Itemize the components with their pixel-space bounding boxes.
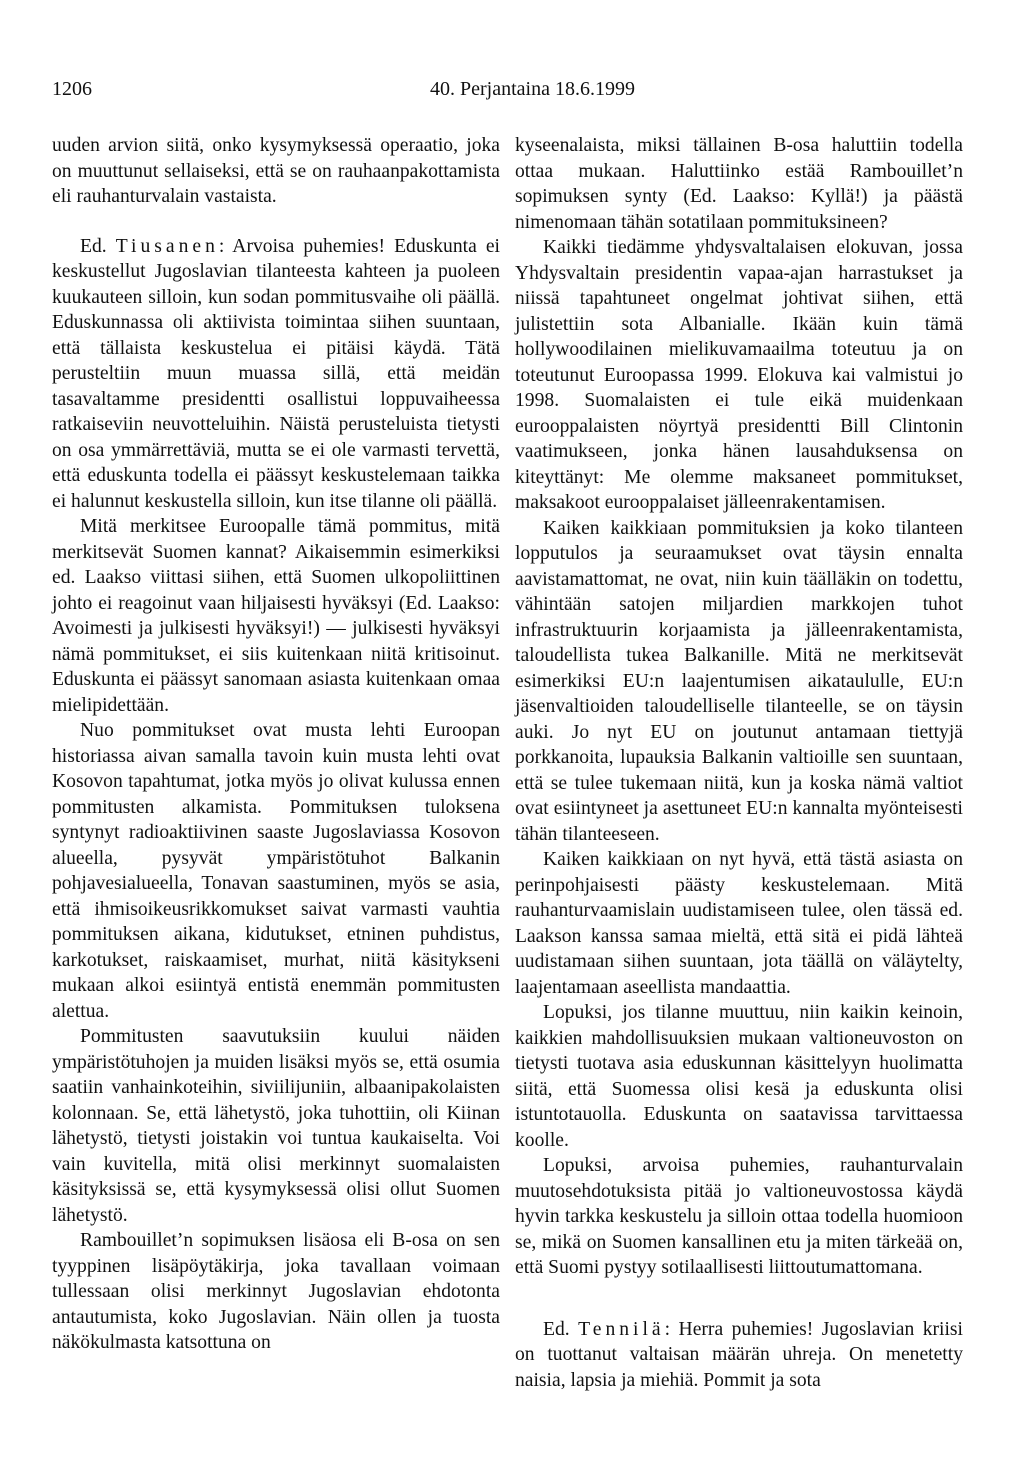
paragraph: Lopuksi, jos tilanne muuttuu, niin kaikin keinoin, kaikkien mahdollisuuksien mukaan valtioneuvoston on tietysti tuotava asia eduskunnan käsittelyyn huolimatta siitä, että Suomessa olisi kesä ja eduskunta olisi istuntotauolla. Eduskunta on saatavissa tarvittaessa koolle.: [515, 1002, 963, 1151]
speech-text: : Arvoisa puhemies! Eduskunta ei keskustellut Jugoslavian tilanteesta kahteen ja puoleen kuukauteen silloin, kun sodan pommitusvaihe oli päällä. Eduskunnassa oli aktiivista toimintaa siihen suuntaan, että tällaista keskustelua ei pitäisi käydä. Tätä perusteltiin muun muassa sillä, että meidän tasavaltamme presidentti osallistui loppuvaiheessa ratkaiseviin neuvotteluihin. Näistä perusteluista tietysti on osa ymmärrettäviä, mutta se ei ole varmasti tervettä, että eduskunta todella ei päässyt keskustelemaan taikka ei halunnut keskustella silloin, kun itse tilanne oli päällä.: [52, 235, 500, 512]
speaker-prefix: Ed.: [80, 235, 107, 257]
paragraph: Kaikki tiedämme yhdysvaltalaisen elokuvan, jossa Yhdysvaltain presidentin vapaa-ajan harrastukset ja niissä tapahtuneet ongelmat johtivat siihen, että julistettiin sota Albanialle. Ikään kuin tämä hollywoodilainen mielikuvamaailma toteutuu ja on toteutunut Euroopassa 1999. Elokuva kai valmistui jo 1998. Suomalaisten ei tule eikä muidenkaan eurooppalaisten nöyrtyä presidentti Bill Clintonin vaatimukseen, jonka hänen lausahduksensa on kiteyttänyt: Me olemme maksaneet pommitukset, maksakoot eurooppalaiset jälleenrakentamisen.: [515, 237, 963, 513]
page-header: [52, 78, 964, 108]
session-date: 40. Perjantaina 18.6.1999: [430, 78, 635, 100]
paragraph: Kaiken kaikkiaan pommituksien ja koko tilanteen lopputulos ja seuraamukset ovat täysin ennalta aavistamattomat, ne ovat, niin kuin täälläkin on todettu, vähintään satojen miljardien markkojen tuhot infrastruktuurin korjaamista ja jälleenrakentamista, taloudellista tukea Balkanille. Mitä ne merkitsevät esimerkiksi EU:n laajentumisen aikataululle, EU:n jäsenvaltioiden taloudelliselle tilanteelle, se on täysin auki. Jo nyt EU on joutunut antamaan tiettyjä porkkanoita, lupauksia Balkanin valtioille sen suuntaan, että se tulee tukemaan niitä, kun ja koska nämä valtiot ovat esiintyneet ja asettuneet EU:n kannalta myönteisesti tähän tilanteeseen.: [515, 517, 963, 845]
speaker-name: Tiusanen: [115, 235, 219, 257]
speech-tiusanen: [52, 234, 500, 515]
paragraph: Mitä merkitsee Euroopalle tämä pommitus, mitä merkitsevät Suomen kannat? Aikaisemmin esimerkiksi ed. Laakso viittasi siihen, että Suomen ulkopoliittinen johto ei reagoinut vaan hiljaisesti hyväksyi (Ed. Laakso: Avoimesti ja julkisesti hyväksyi!) — julkisesti hyväksyi nämä pommitukset, ei siis kuitenkaan niitä kritisoinut. Eduskunta ei päässyt sanomaan asiasta kuitenkaan omaa mielipidettään.: [52, 516, 500, 716]
paragraph: uuden arvion siitä, onko kysymyksessä operaatio, joka on muuttunut sellaiseksi, että se on rauhaanpakottamista eli rauhanturvalain vastaista.: [52, 135, 500, 207]
paragraph: Nuo pommitukset ovat musta lehti Euroopan historiassa aivan samalla tavoin kuin musta lehti ovat Kosovon tapahtumat, jotka myös jo olivat kulussa ennen pommitusten alkamista. Pommituksen tuloksena syntynyt radioaktiivinen saaste Jugoslaviassa Kosovon alueella, pysyvät ympäristötuhot Balkanin pohjavesialueella, Tonavan saastuminen, myös se asia, että ihmisoikeusrikkomukset saivat varmasti vauhtia pommituksen aikana, kidutukset, etninen puhdistus, karkotukset, raiskaamiset, murhat, niitä käsitykseni mukaan alkoi esiintyä entistä enemmän pommitusten alettua.: [52, 720, 500, 1022]
speech-tennila: [515, 1317, 963, 1394]
paragraph: Pommitusten saavutuksiin kuului näiden ympäristötuhojen ja muiden lisäksi myös se, että osumia saatiin vanhainkoteihin, siviilijuniin, albaanipakolaisten kolonnaan. Se, että lähetystö, joka tuhottiin, oli Kiinan lähetystö, tietysti joistakin voi tuntua kaukaiselta. Voi vain kuvitella, mitä olisi merkinnyt suomalaisten käsityksissä se, että kysymyksessä olisi ollut Suomen lähetystö.: [52, 1026, 500, 1226]
paragraph: Kaiken kaikkiaan on nyt hyvä, että tästä asiasta on perinpohjaisesti päästy keskustelemaan. Mitä rauhanturvaamislain uudistamiseen tulee, olen tässä ed. Laakson kanssa samaa mieltä, että sitä ei pidä lähteä uudistamaan siihen suuntaan, jota täällä on väläytelty, laajentamaan aseellista mandaattia.: [515, 849, 963, 998]
paragraph: Rambouillet’n sopimuksen lisäosa eli B-osa on sen tyyppinen lisäpöytäkirja, joka tavallaan voimaan tullessaan olisi merkinnyt Jugoslavian ehdotonta antautumista, koko Jugoslavian. Näin ollen ja tuosta näkökulmasta katsottuna on: [52, 1230, 500, 1353]
page-number: 1206: [52, 78, 92, 100]
paragraph: kyseenalaista, miksi tällainen B-osa haluttiin todella ottaa mukaan. Haluttiinko estää Rambouillet’n sopimuksen synty (Ed. Laakso: Kyllä!) ja päästä nimenomaan tähän sotatilaan pommituksineen?: [515, 135, 963, 233]
left-column: [52, 133, 500, 1356]
paragraph: Lopuksi, arvoisa puhemies, rauhanturvalain muutosehdotuksista pitää jo valtioneuvostossa käydä hyvin tarkka keskustelu ja silloin ottaa todella huomioon se, mikä on Suomen kansallinen etu ja miten tärkeää on, että Suomi pystyy sotilaallisesti liittoutumattomana.: [515, 1155, 963, 1278]
right-column: [515, 133, 963, 1393]
speech-text: : Herra puhemies! Jugoslavian kriisi on tuottanut valtaisan määrän uhreja. On menetetty naisia, lapsia ja miehiä. Pommit ja sota: [515, 1318, 963, 1391]
speaker-name: Tennilä: [578, 1318, 665, 1340]
speaker-prefix: Ed.: [543, 1318, 570, 1340]
